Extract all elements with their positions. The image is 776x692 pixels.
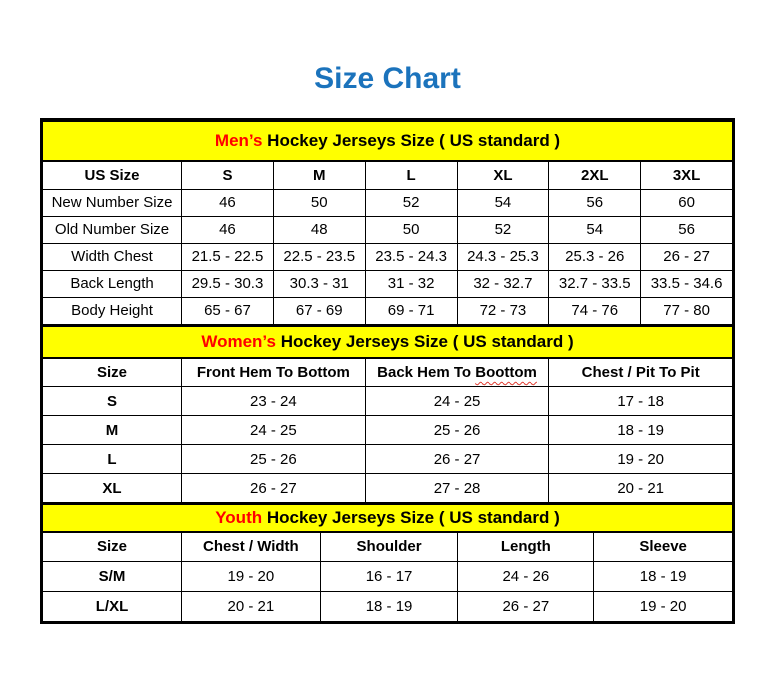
row-label: L/XL xyxy=(43,591,182,621)
cell-value: 32 - 32.7 xyxy=(457,270,549,297)
row-label: S xyxy=(43,387,182,416)
cell-value: 32.7 - 33.5 xyxy=(549,270,641,297)
table-row xyxy=(43,591,733,621)
cell-value: 48 xyxy=(273,216,365,243)
cell-value: 26 - 27 xyxy=(365,445,549,474)
cell-value: 24.3 - 25.3 xyxy=(457,243,549,270)
column-header: XL xyxy=(457,161,549,189)
column-header: Shoulder xyxy=(320,532,458,561)
table-row xyxy=(43,445,733,474)
cell-value: 54 xyxy=(457,189,549,216)
row-label: Back Length xyxy=(43,270,182,297)
youth-section-accent: Youth xyxy=(215,508,263,527)
table-row xyxy=(43,270,733,297)
youth-section-rest: Hockey Jerseys Size ( US standard ) xyxy=(262,508,560,527)
youth-section-title xyxy=(43,504,733,532)
youth-header-row xyxy=(43,532,733,561)
cell-value: 24 - 25 xyxy=(365,387,549,416)
cell-value: 26 - 27 xyxy=(641,243,733,270)
table-row xyxy=(43,297,733,324)
cell-value: 25 - 26 xyxy=(182,445,366,474)
mens-section-accent: Men’s xyxy=(214,131,263,150)
table-row xyxy=(43,561,733,591)
cell-value: 72 - 73 xyxy=(457,297,549,324)
row-label: Width Chest xyxy=(43,243,182,270)
cell-value: 16 - 17 xyxy=(320,561,458,591)
mens-section-header xyxy=(43,121,733,161)
youth-size-table xyxy=(42,503,733,622)
cell-value: 21.5 - 22.5 xyxy=(182,243,274,270)
table-row xyxy=(43,243,733,270)
cell-value: 50 xyxy=(365,216,457,243)
column-header: Chest / Pit To Pit xyxy=(549,358,733,387)
column-header: Length xyxy=(458,532,594,561)
cell-value: 19 - 20 xyxy=(549,445,733,474)
column-header: Chest / Width xyxy=(182,532,321,561)
cell-value: 56 xyxy=(641,216,733,243)
cell-value: 24 - 26 xyxy=(458,561,594,591)
mens-section-title xyxy=(43,121,733,161)
cell-value: 29.5 - 30.3 xyxy=(182,270,274,297)
cell-value: 33.5 - 34.6 xyxy=(641,270,733,297)
column-header: Size xyxy=(43,532,182,561)
row-label: L xyxy=(43,445,182,474)
column-header: L xyxy=(365,161,457,189)
size-chart-tables xyxy=(40,118,735,624)
cell-value: 30.3 - 31 xyxy=(273,270,365,297)
cell-value: 19 - 20 xyxy=(594,591,733,621)
cell-value: 60 xyxy=(641,189,733,216)
womens-section-header xyxy=(43,326,733,358)
table-row xyxy=(43,189,733,216)
cell-value: 20 - 21 xyxy=(182,591,321,621)
cell-value: 18 - 19 xyxy=(320,591,458,621)
column-header: 2XL xyxy=(549,161,641,189)
column-header: 3XL xyxy=(641,161,733,189)
mens-header-row xyxy=(43,161,733,189)
womens-section-accent: Women’s xyxy=(201,331,276,351)
column-header: S xyxy=(182,161,274,189)
cell-value: 18 - 19 xyxy=(594,561,733,591)
column-header: M xyxy=(273,161,365,189)
table-row xyxy=(43,216,733,243)
row-label: S/M xyxy=(43,561,182,591)
cell-value: 56 xyxy=(549,189,641,216)
womens-size-table xyxy=(42,325,733,504)
cell-value: 23.5 - 24.3 xyxy=(365,243,457,270)
cell-value: 74 - 76 xyxy=(549,297,641,324)
womens-header-row xyxy=(43,358,733,387)
cell-value: 17 - 18 xyxy=(549,387,733,416)
cell-value: 77 - 80 xyxy=(641,297,733,324)
table-row xyxy=(43,416,733,445)
row-label: XL xyxy=(43,474,182,503)
row-label: M xyxy=(43,416,182,445)
cell-value: 67 - 69 xyxy=(273,297,365,324)
column-header-text: Back Hem To xyxy=(377,363,476,381)
table-row xyxy=(43,474,733,503)
row-label: Body Height xyxy=(43,297,182,324)
cell-value: 31 - 32 xyxy=(365,270,457,297)
cell-value: 52 xyxy=(457,216,549,243)
cell-value: 52 xyxy=(365,189,457,216)
table-row xyxy=(43,387,733,416)
cell-value: 69 - 71 xyxy=(365,297,457,324)
cell-value: 18 - 19 xyxy=(549,416,733,445)
womens-section-title xyxy=(43,326,733,358)
column-header: Sleeve xyxy=(594,532,733,561)
page-title: Size Chart xyxy=(314,62,461,95)
cell-value: 24 - 25 xyxy=(182,416,366,445)
cell-value: 25.3 - 26 xyxy=(549,243,641,270)
cell-value: 22.5 - 23.5 xyxy=(273,243,365,270)
mens-size-table xyxy=(42,120,733,325)
cell-value: 23 - 24 xyxy=(182,387,366,416)
cell-value: 20 - 21 xyxy=(549,474,733,503)
womens-section-rest: Hockey Jerseys Size ( US standard ) xyxy=(275,331,574,351)
cell-value: 27 - 28 xyxy=(365,474,549,503)
cell-value: 19 - 20 xyxy=(182,561,321,591)
cell-value: 26 - 27 xyxy=(458,591,594,621)
row-label: Old Number Size xyxy=(43,216,182,243)
cell-value: 54 xyxy=(549,216,641,243)
cell-value: 65 - 67 xyxy=(182,297,274,324)
youth-section-header xyxy=(43,504,733,532)
cell-value: 46 xyxy=(182,216,274,243)
column-header xyxy=(365,358,549,387)
row-label: New Number Size xyxy=(43,189,182,216)
cell-value: 26 - 27 xyxy=(182,474,366,503)
mens-section-rest: Hockey Jerseys Size ( US standard ) xyxy=(262,131,561,150)
cell-value: 50 xyxy=(273,189,365,216)
misspelled-word: Boottom xyxy=(475,363,537,381)
column-header: Front Hem To Bottom xyxy=(182,358,366,387)
cell-value: 46 xyxy=(182,189,274,216)
column-header: Size xyxy=(43,358,182,387)
cell-value: 25 - 26 xyxy=(365,416,549,445)
column-header: US Size xyxy=(43,161,182,189)
